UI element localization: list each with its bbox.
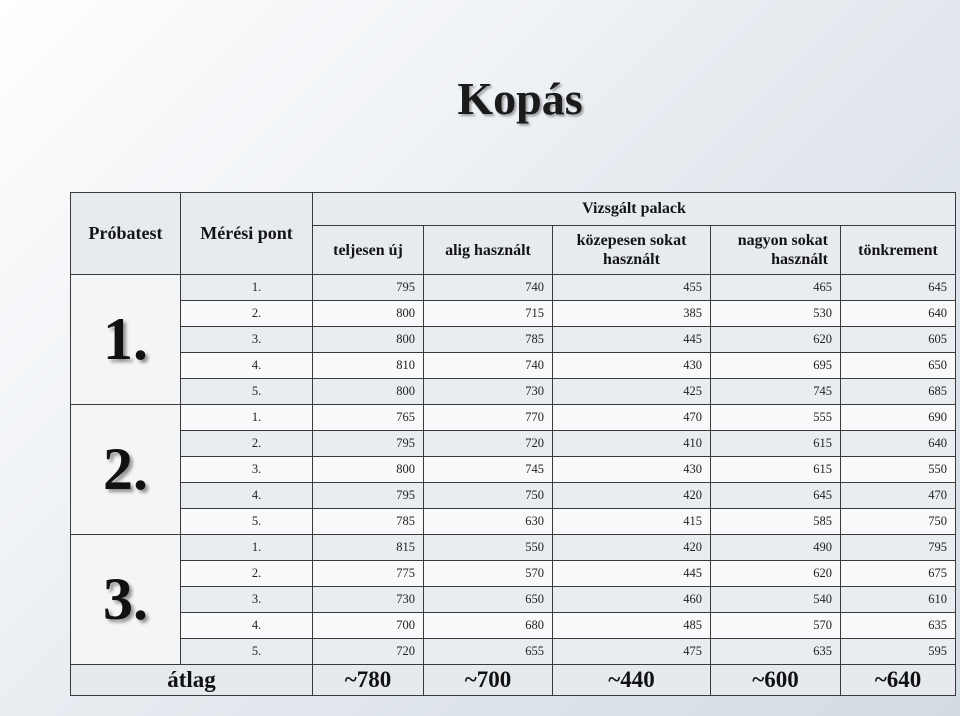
- table-cell: 785: [313, 509, 424, 535]
- measure-point: 4.: [181, 353, 313, 379]
- measure-point: 3.: [181, 587, 313, 613]
- table-row: [71, 483, 956, 509]
- header-col: tönkrement: [841, 226, 956, 275]
- table-cell: 675: [841, 561, 956, 587]
- table-cell: 685: [841, 379, 956, 405]
- table-cell: 720: [313, 639, 424, 665]
- table-cell: 785: [424, 327, 553, 353]
- table-cell: 635: [841, 613, 956, 639]
- table-cell: 690: [841, 405, 956, 431]
- table-cell: 465: [711, 275, 841, 301]
- average-value: ~700: [424, 665, 553, 696]
- measure-point: 5.: [181, 639, 313, 665]
- average-value: ~440: [553, 665, 711, 696]
- table-cell: 420: [553, 483, 711, 509]
- table-row: [71, 587, 956, 613]
- table-cell: 455: [553, 275, 711, 301]
- table-row: [71, 561, 956, 587]
- table-cell: 800: [313, 457, 424, 483]
- table-cell: 550: [841, 457, 956, 483]
- measure-point: 1.: [181, 405, 313, 431]
- table-cell: 750: [424, 483, 553, 509]
- header-probatest: Próbatest: [71, 193, 181, 275]
- measure-point: 5.: [181, 379, 313, 405]
- table-cell: 490: [711, 535, 841, 561]
- table-cell: 650: [424, 587, 553, 613]
- table-cell: 740: [424, 275, 553, 301]
- table-cell: 745: [424, 457, 553, 483]
- header-meresi-pont: Mérési pont: [181, 193, 313, 275]
- table-cell: 740: [424, 353, 553, 379]
- table-cell: 800: [313, 327, 424, 353]
- measure-point: 2.: [181, 561, 313, 587]
- table-row: [71, 353, 956, 379]
- table-cell: 485: [553, 613, 711, 639]
- measure-point: 1.: [181, 275, 313, 301]
- measure-point: 4.: [181, 613, 313, 639]
- table-cell: 410: [553, 431, 711, 457]
- table-cell: 650: [841, 353, 956, 379]
- table-cell: 640: [841, 301, 956, 327]
- table-row: [71, 379, 956, 405]
- table-cell: 795: [841, 535, 956, 561]
- table-cell: 620: [711, 561, 841, 587]
- page-title: Kopás: [457, 73, 583, 124]
- table-row: [71, 301, 956, 327]
- table-cell: 800: [313, 379, 424, 405]
- table-row: [71, 457, 956, 483]
- table-cell: 795: [313, 431, 424, 457]
- measure-point: 4.: [181, 483, 313, 509]
- table-cell: 555: [711, 405, 841, 431]
- table-cell: 570: [711, 613, 841, 639]
- group-label: 3.: [71, 535, 181, 665]
- average-row: [71, 665, 956, 696]
- group-label: 2.: [71, 405, 181, 535]
- table-cell: 460: [553, 587, 711, 613]
- table-cell: 530: [711, 301, 841, 327]
- table-cell: 640: [841, 431, 956, 457]
- table-cell: 795: [313, 483, 424, 509]
- table-row: [71, 613, 956, 639]
- table-cell: 730: [424, 379, 553, 405]
- table-cell: 655: [424, 639, 553, 665]
- measure-point: 2.: [181, 301, 313, 327]
- table-cell: 745: [711, 379, 841, 405]
- table-cell: 645: [841, 275, 956, 301]
- table-cell: 470: [553, 405, 711, 431]
- table-cell: 800: [313, 301, 424, 327]
- table-cell: 470: [841, 483, 956, 509]
- table-row: [71, 405, 956, 431]
- table-cell: 420: [553, 535, 711, 561]
- table-row: [71, 509, 956, 535]
- table-row: [71, 535, 956, 561]
- header-col: alig használt: [424, 226, 553, 275]
- average-value: ~600: [711, 665, 841, 696]
- table-cell: 720: [424, 431, 553, 457]
- table-row: [71, 327, 956, 353]
- table-cell: 630: [424, 509, 553, 535]
- table-cell: 595: [841, 639, 956, 665]
- table-body: [71, 275, 956, 665]
- table-cell: 385: [553, 301, 711, 327]
- measure-point: 3.: [181, 327, 313, 353]
- table-cell: 570: [424, 561, 553, 587]
- table-row: [71, 431, 956, 457]
- table-cell: 730: [313, 587, 424, 613]
- table-cell: 615: [711, 457, 841, 483]
- measure-point: 3.: [181, 457, 313, 483]
- table-cell: 540: [711, 587, 841, 613]
- header-vizsgalt-palack: Vizsgált palack: [313, 193, 956, 226]
- table-cell: 795: [313, 275, 424, 301]
- table-cell: 430: [553, 457, 711, 483]
- table-cell: 695: [711, 353, 841, 379]
- table-cell: 635: [711, 639, 841, 665]
- table-cell: 445: [553, 561, 711, 587]
- table-cell: 775: [313, 561, 424, 587]
- table-cell: 815: [313, 535, 424, 561]
- table-cell: 770: [424, 405, 553, 431]
- measure-point: 1.: [181, 535, 313, 561]
- average-label: átlag: [71, 665, 313, 696]
- table-cell: 445: [553, 327, 711, 353]
- table-row: [71, 275, 956, 301]
- table-cell: 605: [841, 327, 956, 353]
- measure-point: 5.: [181, 509, 313, 535]
- header-col: nagyon sokat használt: [711, 226, 841, 275]
- group-label: 1.: [71, 275, 181, 405]
- table-cell: 645: [711, 483, 841, 509]
- table-cell: 810: [313, 353, 424, 379]
- average-value: ~640: [841, 665, 956, 696]
- table-cell: 550: [424, 535, 553, 561]
- measure-point: 2.: [181, 431, 313, 457]
- header-col: közepesen sokat használt: [553, 226, 711, 275]
- table-cell: 610: [841, 587, 956, 613]
- table-cell: 475: [553, 639, 711, 665]
- table-cell: 700: [313, 613, 424, 639]
- header-col: teljesen új: [313, 226, 424, 275]
- table-cell: 615: [711, 431, 841, 457]
- table-row: [71, 639, 956, 665]
- table-cell: 765: [313, 405, 424, 431]
- average-value: ~780: [313, 665, 424, 696]
- table-cell: 715: [424, 301, 553, 327]
- wear-table: [70, 192, 956, 696]
- table-cell: 750: [841, 509, 956, 535]
- table-cell: 620: [711, 327, 841, 353]
- table-cell: 430: [553, 353, 711, 379]
- table-cell: 425: [553, 379, 711, 405]
- table-cell: 680: [424, 613, 553, 639]
- table-cell: 415: [553, 509, 711, 535]
- table-cell: 585: [711, 509, 841, 535]
